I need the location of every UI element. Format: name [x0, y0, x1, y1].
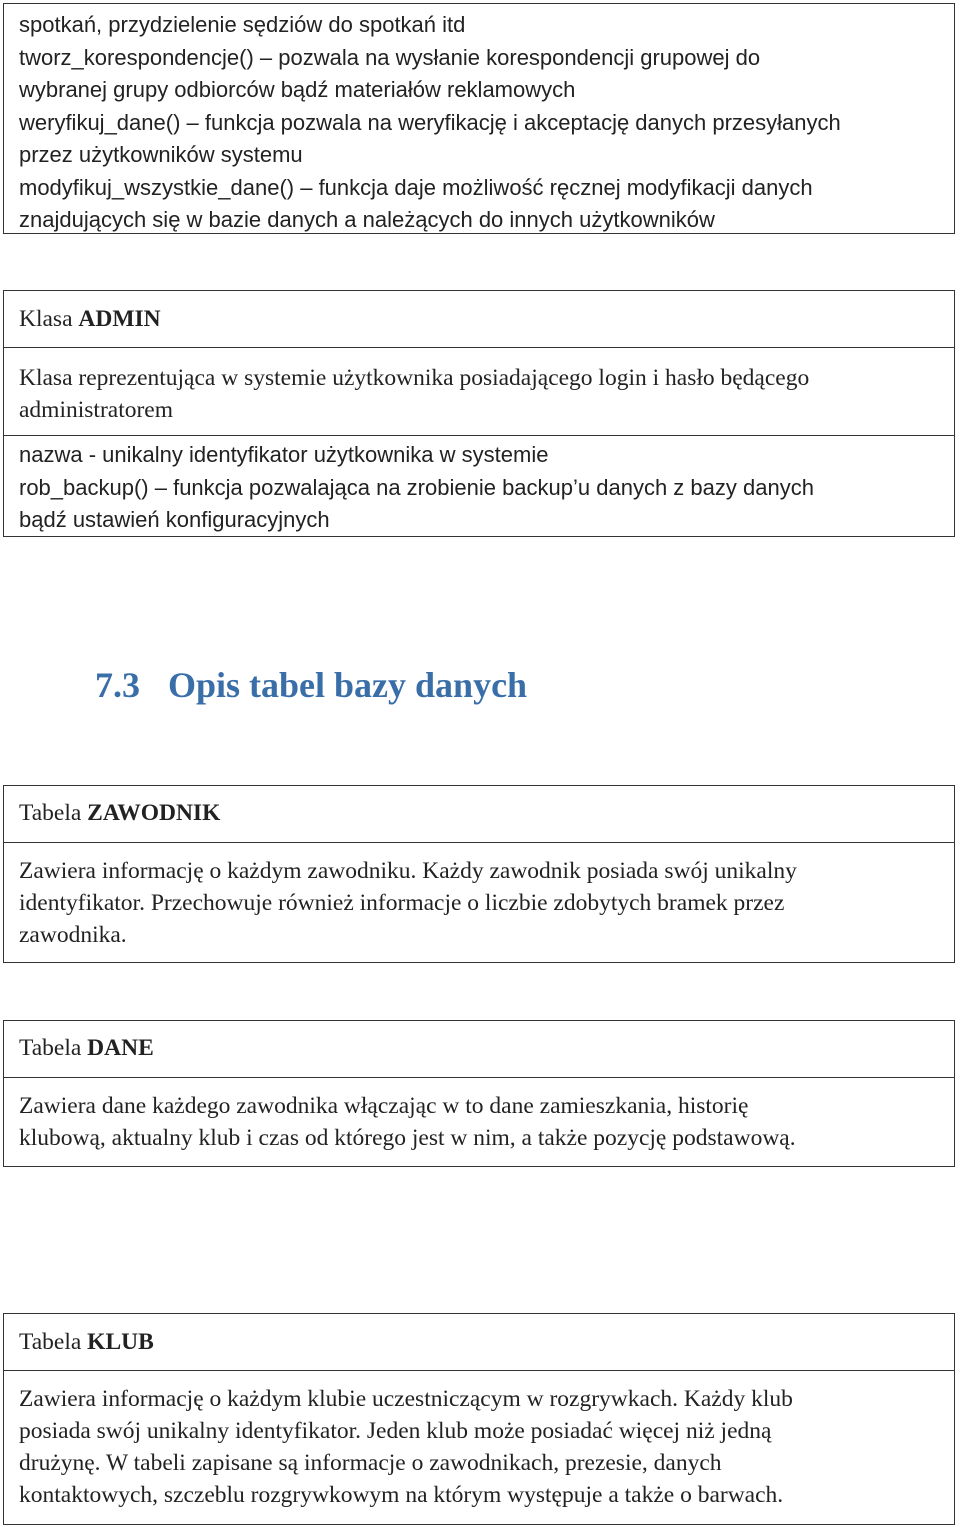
- table-dane-header: [4, 1021, 954, 1078]
- table-zawodnik-header: [4, 786, 954, 843]
- method-line: weryfikuj_dane() – funkcja pozwala na weryfikację i akceptację danych przesyłanych: [19, 109, 841, 135]
- description-line: zawodnika.: [19, 922, 127, 948]
- attribute-line: bądź ustawień konfiguracyjnych: [19, 507, 330, 532]
- section-number: 7.3: [95, 665, 140, 705]
- description-line: posiada swój unikalny identyfikator. Jeden klub może posiadać więcej niż jedną: [19, 1418, 772, 1444]
- method-line: spotkań, przydzielenie sędziów do spotkań itd: [19, 12, 466, 37]
- methods-box: [3, 3, 955, 234]
- attribute-line: nazwa - unikalny identyfikator użytkownika w systemie: [19, 442, 549, 467]
- description-line: administratorem: [19, 397, 174, 423]
- description-line: Zawiera informację o każdym klubie uczestniczącym w rozgrywkach. Każdy klub: [19, 1386, 793, 1412]
- description-line: klubową, aktualny klub i czas od którego jest w nim, a także pozycję podstawową.: [19, 1125, 796, 1151]
- description-line: Zawiera informację o każdym zawodniku. Każdy zawodnik posiada swój unikalny: [19, 858, 797, 884]
- table-dane-description: [4, 1078, 954, 1154]
- table-klub-description: [4, 1371, 954, 1511]
- method-line: modyfikuj_wszystkie_dane() – funkcja daje możliwość ręcznej modyfikacji danych: [19, 174, 813, 200]
- table-title-name: KLUB: [87, 1329, 154, 1355]
- class-admin-attributes: [4, 436, 954, 537]
- class-admin-description: [4, 348, 954, 436]
- method-line: wybranej grupy odbiorców bądź materiałów reklamowych: [19, 77, 576, 102]
- method-line: tworz_korespondencje() – pozwala na wysłanie korespondencji grupowej do: [19, 44, 761, 70]
- table-zawodnik-description: [4, 843, 954, 951]
- class-title-name: ADMIN: [78, 306, 161, 332]
- attribute-line: rob_backup() – funkcja pozwalająca na zrobienie backup’u danych z bazy danych: [19, 474, 814, 500]
- class-admin-header: [4, 291, 954, 348]
- table-title-prefix: Tabela: [19, 800, 82, 826]
- table-title-prefix: Tabela: [19, 1329, 82, 1355]
- class-admin-box: [3, 290, 955, 537]
- table-klub-header: [4, 1314, 954, 1371]
- table-zawodnik-box: [3, 785, 955, 963]
- table-title-name: DANE: [87, 1035, 154, 1061]
- section-title: Opis tabel bazy danych: [168, 665, 528, 705]
- description-line: Zawiera dane każdego zawodnika włączając w to dane zamieszkania, historię: [19, 1093, 749, 1119]
- methods-list: [4, 4, 954, 237]
- method-line: przez użytkowników systemu: [19, 142, 303, 167]
- description-line: drużynę. W tabeli zapisane są informacje o zawodnikach, prezesie, danych: [19, 1450, 722, 1476]
- section-heading: [95, 664, 527, 706]
- table-title-prefix: Tabela: [19, 1035, 82, 1061]
- table-title-name: ZAWODNIK: [87, 800, 221, 826]
- description-line: kontaktowych, szczeblu rozgrywkowym na którym występuje a także o barwach.: [19, 1482, 784, 1508]
- description-line: identyfikator. Przechowuje również informacje o liczbie zdobytych bramek przez: [19, 890, 785, 916]
- class-title-prefix: Klasa: [19, 306, 73, 332]
- table-klub-box: [3, 1313, 955, 1525]
- description-line: Klasa reprezentująca w systemie użytkownika posiadającego login i hasło będącego: [19, 365, 810, 391]
- table-dane-box: [3, 1020, 955, 1167]
- method-line: znajdujących się w bazie danych a należących do innych użytkowników: [19, 207, 715, 232]
